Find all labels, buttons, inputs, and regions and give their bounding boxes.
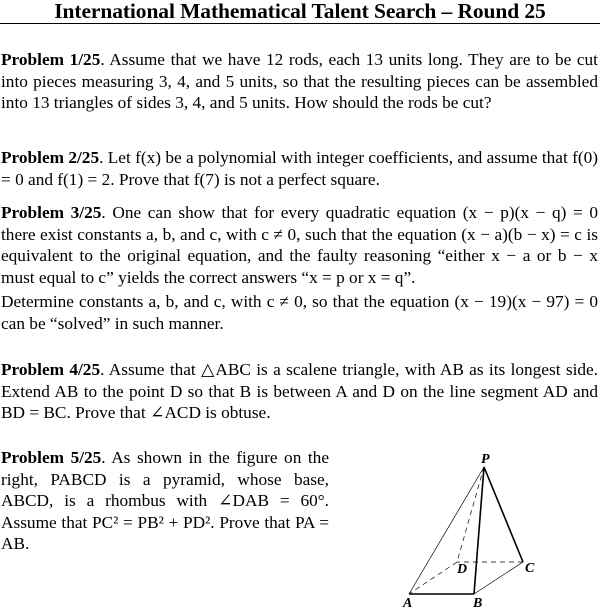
problem-1-text: . Assume that we have 12 rods, each 13 units long. They are to be cut into pieces measuring 3, 4, and 5 units, so that the resulting pieces can be assembled into 13 triangles of sides 3, 4, and 5 units. How should the rods be cut? bbox=[1, 50, 598, 112]
vertex-label-P: P bbox=[481, 452, 490, 467]
problem-2 bbox=[1, 147, 598, 190]
edge-PA bbox=[409, 467, 484, 594]
pyramid-figure bbox=[390, 445, 560, 608]
vertex-label-D: D bbox=[457, 562, 468, 577]
problem-1-label: Problem 1/25 bbox=[1, 50, 101, 69]
problem-3-text: . One can show that for every quadratic equation (x − p)(x − q) = 0 there exist constants a, b, and c, with c ≠ 0, such that the equation (x − a)(b − x) = c is equivalent to the original equation, and the faulty reasoning “either x − a or b − x must equal to c” yields the correct answers “x = p or x = q”. bbox=[1, 203, 598, 287]
problem-4 bbox=[1, 359, 598, 424]
edge-PC bbox=[484, 467, 523, 562]
problem-4-text: . Assume that △ABC is a scalene triangle, with AB as its longest side. Extend AB to the point D so that B is between A and D on the line segment AD and BD = BC. Prove that ∠ACD is obtuse. bbox=[1, 360, 598, 422]
problem-3 bbox=[1, 202, 598, 288]
vertex-label-B: B bbox=[473, 596, 483, 608]
title-rule bbox=[0, 23, 600, 24]
problem-1 bbox=[1, 49, 598, 114]
problem-3-part-2: Determine constants a, b, and c, with c ≠ 0, so that the equation (x − 19)(x − 97) = 0 can be “solved” in such manner. bbox=[1, 292, 598, 333]
vertex-label-A: A bbox=[403, 596, 413, 608]
problem-3-label: Problem 3/25 bbox=[1, 203, 102, 222]
vertex-label-C: C bbox=[525, 561, 535, 576]
problem-2-text: . Let f(x) be a polynomial with integer coefficients, and assume that f(0) = 0 and f(1) = 2. Prove that f(7) is not a perfect square. bbox=[1, 148, 598, 189]
problem-5-text: . As shown in the figure on the right, PABCD is a pyramid, whose base, ABCD, is a rhombus with ∠DAB = 60°. Assume that PC² = PB² + PD². Prove that PA = AB. bbox=[1, 448, 329, 554]
problem-5-label: Problem 5/25 bbox=[1, 448, 102, 467]
edge-BC bbox=[474, 562, 523, 594]
edge-DA bbox=[409, 562, 457, 594]
problem-2-label: Problem 2/25 bbox=[1, 148, 100, 167]
problem-5 bbox=[1, 447, 329, 555]
edge-PB bbox=[474, 467, 484, 594]
page-title: International Mathematical Talent Search – Round 25 bbox=[54, 0, 546, 23]
problem-4-label: Problem 4/25 bbox=[1, 360, 101, 379]
